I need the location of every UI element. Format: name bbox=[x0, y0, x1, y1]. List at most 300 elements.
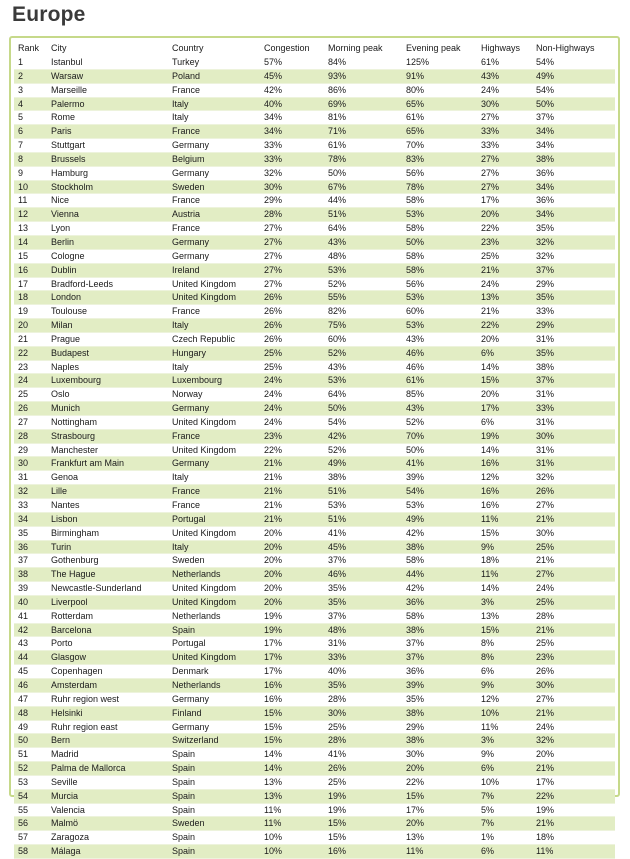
evening-peak-cell: 70% bbox=[402, 139, 477, 153]
non-highways-cell: 36% bbox=[532, 194, 615, 208]
morning-peak-cell: 25% bbox=[324, 720, 402, 734]
highways-cell: 12% bbox=[477, 471, 532, 485]
table-row bbox=[14, 499, 615, 513]
highways-cell: 11% bbox=[477, 568, 532, 582]
country-cell: Germany bbox=[168, 692, 260, 706]
congestion-cell: 45% bbox=[260, 69, 324, 83]
country-cell: Poland bbox=[168, 69, 260, 83]
table-row bbox=[14, 277, 615, 291]
rank-cell: 18 bbox=[14, 291, 47, 305]
rank-cell: 13 bbox=[14, 222, 47, 236]
country-cell: Luxembourg bbox=[168, 374, 260, 388]
city-cell: Hamburg bbox=[47, 166, 168, 180]
country-cell: Italy bbox=[168, 97, 260, 111]
morning-peak-cell: 61% bbox=[324, 139, 402, 153]
country-cell: Germany bbox=[168, 139, 260, 153]
highways-cell: 3% bbox=[477, 595, 532, 609]
morning-peak-cell: 53% bbox=[324, 499, 402, 513]
congestion-cell: 20% bbox=[260, 526, 324, 540]
non-highways-cell: 54% bbox=[532, 83, 615, 97]
country-cell: Turkey bbox=[168, 56, 260, 69]
country-cell: Germany bbox=[168, 235, 260, 249]
city-cell: Nantes bbox=[47, 499, 168, 513]
congestion-cell: 27% bbox=[260, 277, 324, 291]
non-highways-cell: 24% bbox=[532, 582, 615, 596]
city-cell: Manchester bbox=[47, 443, 168, 457]
table-row bbox=[14, 83, 615, 97]
table-row bbox=[14, 56, 615, 69]
congestion-cell: 20% bbox=[260, 554, 324, 568]
evening-peak-cell: 38% bbox=[402, 623, 477, 637]
rank-cell: 34 bbox=[14, 512, 47, 526]
evening-peak-cell: 30% bbox=[402, 748, 477, 762]
highways-cell: 27% bbox=[477, 152, 532, 166]
evening-peak-cell: 39% bbox=[402, 471, 477, 485]
country-cell: Austria bbox=[168, 208, 260, 222]
highways-cell: 3% bbox=[477, 734, 532, 748]
morning-peak-cell: 51% bbox=[324, 208, 402, 222]
table-row bbox=[14, 637, 615, 651]
evening-peak-cell: 20% bbox=[402, 817, 477, 831]
congestion-cell: 57% bbox=[260, 56, 324, 69]
city-cell: Warsaw bbox=[47, 69, 168, 83]
evening-peak-cell: 83% bbox=[402, 152, 477, 166]
rank-cell: 1 bbox=[14, 56, 47, 69]
evening-peak-cell: 54% bbox=[402, 485, 477, 499]
highways-cell: 8% bbox=[477, 637, 532, 651]
table-row bbox=[14, 125, 615, 139]
city-cell: Ruhr region west bbox=[47, 692, 168, 706]
table-row bbox=[14, 235, 615, 249]
evening-peak-cell: 11% bbox=[402, 845, 477, 859]
congestion-cell: 15% bbox=[260, 706, 324, 720]
country-cell: Germany bbox=[168, 249, 260, 263]
rank-cell: 12 bbox=[14, 208, 47, 222]
evening-peak-cell: 37% bbox=[402, 651, 477, 665]
rank-cell: 11 bbox=[14, 194, 47, 208]
morning-peak-cell: 28% bbox=[324, 734, 402, 748]
table-row bbox=[14, 554, 615, 568]
country-cell: France bbox=[168, 194, 260, 208]
country-cell: Ireland bbox=[168, 263, 260, 277]
column-header-highways: Highways bbox=[481, 43, 521, 53]
non-highways-cell: 21% bbox=[532, 512, 615, 526]
morning-peak-cell: 38% bbox=[324, 471, 402, 485]
congestion-cell: 34% bbox=[260, 125, 324, 139]
city-cell: Malmö bbox=[47, 817, 168, 831]
page-title: Europe bbox=[12, 3, 86, 26]
city-cell: Madrid bbox=[47, 748, 168, 762]
city-cell: Zaragoza bbox=[47, 831, 168, 845]
morning-peak-cell: 81% bbox=[324, 111, 402, 125]
non-highways-cell: 34% bbox=[532, 180, 615, 194]
city-cell: Murcia bbox=[47, 789, 168, 803]
rank-cell: 50 bbox=[14, 734, 47, 748]
congestion-cell: 30% bbox=[260, 180, 324, 194]
city-cell: Lyon bbox=[47, 222, 168, 236]
highways-cell: 11% bbox=[477, 720, 532, 734]
country-cell: Spain bbox=[168, 748, 260, 762]
highways-cell: 27% bbox=[477, 180, 532, 194]
city-cell: Nice bbox=[47, 194, 168, 208]
city-cell: Glasgow bbox=[47, 651, 168, 665]
rank-cell: 9 bbox=[14, 166, 47, 180]
country-cell: Spain bbox=[168, 775, 260, 789]
city-cell: Newcastle-Sunderland bbox=[47, 582, 168, 596]
congestion-cell: 24% bbox=[260, 415, 324, 429]
rank-cell: 44 bbox=[14, 651, 47, 665]
highways-cell: 22% bbox=[477, 319, 532, 333]
evening-peak-cell: 80% bbox=[402, 83, 477, 97]
morning-peak-cell: 64% bbox=[324, 222, 402, 236]
highways-cell: 20% bbox=[477, 332, 532, 346]
non-highways-cell: 36% bbox=[532, 166, 615, 180]
non-highways-cell: 35% bbox=[532, 346, 615, 360]
congestion-cell: 16% bbox=[260, 678, 324, 692]
morning-peak-cell: 28% bbox=[324, 692, 402, 706]
highways-cell: 17% bbox=[477, 194, 532, 208]
rank-cell: 49 bbox=[14, 720, 47, 734]
morning-peak-cell: 75% bbox=[324, 319, 402, 333]
country-cell: Spain bbox=[168, 845, 260, 859]
country-cell: Spain bbox=[168, 803, 260, 817]
rank-cell: 46 bbox=[14, 678, 47, 692]
country-cell: France bbox=[168, 499, 260, 513]
congestion-cell: 33% bbox=[260, 152, 324, 166]
country-cell: Italy bbox=[168, 540, 260, 554]
congestion-cell: 22% bbox=[260, 443, 324, 457]
non-highways-cell: 34% bbox=[532, 208, 615, 222]
rank-cell: 10 bbox=[14, 180, 47, 194]
highways-cell: 16% bbox=[477, 457, 532, 471]
non-highways-cell: 30% bbox=[532, 526, 615, 540]
congestion-cell: 42% bbox=[260, 83, 324, 97]
highways-cell: 27% bbox=[477, 166, 532, 180]
morning-peak-cell: 35% bbox=[324, 582, 402, 596]
table-row bbox=[14, 582, 615, 596]
non-highways-cell: 26% bbox=[532, 665, 615, 679]
non-highways-cell: 38% bbox=[532, 152, 615, 166]
highways-cell: 24% bbox=[477, 277, 532, 291]
table-row bbox=[14, 291, 615, 305]
highways-cell: 6% bbox=[477, 346, 532, 360]
non-highways-cell: 24% bbox=[532, 720, 615, 734]
non-highways-cell: 25% bbox=[532, 595, 615, 609]
non-highways-cell: 29% bbox=[532, 319, 615, 333]
city-cell: Milan bbox=[47, 319, 168, 333]
rank-cell: 51 bbox=[14, 748, 47, 762]
highways-cell: 7% bbox=[477, 789, 532, 803]
non-highways-cell: 30% bbox=[532, 678, 615, 692]
morning-peak-cell: 51% bbox=[324, 485, 402, 499]
rank-cell: 16 bbox=[14, 263, 47, 277]
table-row bbox=[14, 388, 615, 402]
highways-cell: 19% bbox=[477, 429, 532, 443]
highways-cell: 15% bbox=[477, 374, 532, 388]
rank-cell: 36 bbox=[14, 540, 47, 554]
non-highways-cell: 31% bbox=[532, 332, 615, 346]
city-cell: Rotterdam bbox=[47, 609, 168, 623]
city-cell: Prague bbox=[47, 332, 168, 346]
evening-peak-cell: 41% bbox=[402, 457, 477, 471]
non-highways-cell: 37% bbox=[532, 263, 615, 277]
non-highways-cell: 37% bbox=[532, 111, 615, 125]
rank-cell: 7 bbox=[14, 139, 47, 153]
city-cell: Turin bbox=[47, 540, 168, 554]
morning-peak-cell: 19% bbox=[324, 803, 402, 817]
rank-cell: 39 bbox=[14, 582, 47, 596]
congestion-cell: 24% bbox=[260, 402, 324, 416]
morning-peak-cell: 64% bbox=[324, 388, 402, 402]
country-cell: Norway bbox=[168, 388, 260, 402]
non-highways-cell: 50% bbox=[532, 97, 615, 111]
table-row bbox=[14, 748, 615, 762]
non-highways-cell: 21% bbox=[532, 762, 615, 776]
rank-cell: 17 bbox=[14, 277, 47, 291]
non-highways-cell: 28% bbox=[532, 609, 615, 623]
evening-peak-cell: 125% bbox=[402, 56, 477, 69]
congestion-cell: 27% bbox=[260, 263, 324, 277]
non-highways-cell: 21% bbox=[532, 706, 615, 720]
evening-peak-cell: 46% bbox=[402, 346, 477, 360]
country-cell: Spain bbox=[168, 623, 260, 637]
city-cell: Berlin bbox=[47, 235, 168, 249]
morning-peak-cell: 48% bbox=[324, 623, 402, 637]
table-row bbox=[14, 69, 615, 83]
column-header-rank: Rank bbox=[18, 43, 40, 53]
country-cell: United Kingdom bbox=[168, 443, 260, 457]
highways-cell: 20% bbox=[477, 208, 532, 222]
rank-cell: 6 bbox=[14, 125, 47, 139]
congestion-cell: 33% bbox=[260, 139, 324, 153]
rank-cell: 4 bbox=[14, 97, 47, 111]
city-cell: Luxembourg bbox=[47, 374, 168, 388]
highways-cell: 9% bbox=[477, 748, 532, 762]
highways-cell: 43% bbox=[477, 69, 532, 83]
congestion-cell: 15% bbox=[260, 734, 324, 748]
morning-peak-cell: 71% bbox=[324, 125, 402, 139]
congestion-cell: 13% bbox=[260, 775, 324, 789]
city-cell: Brussels bbox=[47, 152, 168, 166]
highways-cell: 23% bbox=[477, 235, 532, 249]
table-row bbox=[14, 568, 615, 582]
rank-cell: 5 bbox=[14, 111, 47, 125]
table-row bbox=[14, 415, 615, 429]
morning-peak-cell: 19% bbox=[324, 789, 402, 803]
non-highways-cell: 33% bbox=[532, 402, 615, 416]
evening-peak-cell: 56% bbox=[402, 277, 477, 291]
non-highways-cell: 26% bbox=[532, 485, 615, 499]
table-row bbox=[14, 319, 615, 333]
rank-cell: 29 bbox=[14, 443, 47, 457]
morning-peak-cell: 60% bbox=[324, 332, 402, 346]
country-cell: Spain bbox=[168, 831, 260, 845]
non-highways-cell: 31% bbox=[532, 415, 615, 429]
highways-cell: 24% bbox=[477, 83, 532, 97]
non-highways-cell: 11% bbox=[532, 845, 615, 859]
non-highways-cell: 22% bbox=[532, 789, 615, 803]
morning-peak-cell: 52% bbox=[324, 277, 402, 291]
congestion-cell: 14% bbox=[260, 762, 324, 776]
highways-cell: 33% bbox=[477, 125, 532, 139]
congestion-cell: 32% bbox=[260, 166, 324, 180]
rank-cell: 47 bbox=[14, 692, 47, 706]
evening-peak-cell: 36% bbox=[402, 595, 477, 609]
rank-cell: 42 bbox=[14, 623, 47, 637]
rank-cell: 26 bbox=[14, 402, 47, 416]
congestion-cell: 21% bbox=[260, 499, 324, 513]
congestion-cell: 16% bbox=[260, 692, 324, 706]
non-highways-cell: 20% bbox=[532, 748, 615, 762]
highways-cell: 14% bbox=[477, 360, 532, 374]
highways-cell: 21% bbox=[477, 263, 532, 277]
congestion-cell: 26% bbox=[260, 332, 324, 346]
non-highways-cell: 31% bbox=[532, 443, 615, 457]
morning-peak-cell: 15% bbox=[324, 817, 402, 831]
city-cell: Helsinki bbox=[47, 706, 168, 720]
column-header-congestion: Congestion bbox=[264, 43, 310, 53]
country-cell: Germany bbox=[168, 166, 260, 180]
morning-peak-cell: 86% bbox=[324, 83, 402, 97]
evening-peak-cell: 49% bbox=[402, 512, 477, 526]
rank-cell: 8 bbox=[14, 152, 47, 166]
evening-peak-cell: 65% bbox=[402, 125, 477, 139]
city-cell: Copenhagen bbox=[47, 665, 168, 679]
morning-peak-cell: 15% bbox=[324, 831, 402, 845]
morning-peak-cell: 40% bbox=[324, 665, 402, 679]
city-cell: Genoa bbox=[47, 471, 168, 485]
congestion-cell: 27% bbox=[260, 235, 324, 249]
evening-peak-cell: 58% bbox=[402, 554, 477, 568]
evening-peak-cell: 58% bbox=[402, 263, 477, 277]
table-row bbox=[14, 595, 615, 609]
table-row bbox=[14, 485, 615, 499]
country-cell: Czech Republic bbox=[168, 332, 260, 346]
highways-cell: 16% bbox=[477, 499, 532, 513]
congestion-cell: 24% bbox=[260, 388, 324, 402]
congestion-cell: 10% bbox=[260, 831, 324, 845]
non-highways-cell: 23% bbox=[532, 651, 615, 665]
table-row bbox=[14, 845, 615, 859]
rank-cell: 48 bbox=[14, 706, 47, 720]
country-cell: United Kingdom bbox=[168, 415, 260, 429]
column-header-non-highways: Non-Highways bbox=[536, 43, 595, 53]
rank-cell: 3 bbox=[14, 83, 47, 97]
rank-cell: 32 bbox=[14, 485, 47, 499]
rank-cell: 27 bbox=[14, 415, 47, 429]
rank-cell: 52 bbox=[14, 762, 47, 776]
table-header-row bbox=[14, 41, 615, 56]
evening-peak-cell: 17% bbox=[402, 803, 477, 817]
non-highways-cell: 31% bbox=[532, 388, 615, 402]
table-row bbox=[14, 678, 615, 692]
city-cell: Strasbourg bbox=[47, 429, 168, 443]
highways-cell: 6% bbox=[477, 762, 532, 776]
rank-cell: 23 bbox=[14, 360, 47, 374]
city-cell: Marseille bbox=[47, 83, 168, 97]
non-highways-cell: 32% bbox=[532, 471, 615, 485]
city-cell: Budapest bbox=[47, 346, 168, 360]
congestion-cell: 10% bbox=[260, 845, 324, 859]
country-cell: France bbox=[168, 125, 260, 139]
morning-peak-cell: 53% bbox=[324, 374, 402, 388]
table-row bbox=[14, 305, 615, 319]
country-cell: France bbox=[168, 485, 260, 499]
country-cell: Belgium bbox=[168, 152, 260, 166]
non-highways-cell: 21% bbox=[532, 817, 615, 831]
table-row bbox=[14, 222, 615, 236]
evening-peak-cell: 60% bbox=[402, 305, 477, 319]
evening-peak-cell: 85% bbox=[402, 388, 477, 402]
evening-peak-cell: 53% bbox=[402, 499, 477, 513]
city-cell: Bern bbox=[47, 734, 168, 748]
city-cell: Valencia bbox=[47, 803, 168, 817]
city-cell: Vienna bbox=[47, 208, 168, 222]
country-cell: Netherlands bbox=[168, 609, 260, 623]
rank-cell: 40 bbox=[14, 595, 47, 609]
rank-cell: 28 bbox=[14, 429, 47, 443]
table-row bbox=[14, 706, 615, 720]
country-cell: Portugal bbox=[168, 512, 260, 526]
congestion-cell: 27% bbox=[260, 249, 324, 263]
table-row bbox=[14, 97, 615, 111]
city-cell: Oslo bbox=[47, 388, 168, 402]
country-cell: Germany bbox=[168, 402, 260, 416]
country-cell: Sweden bbox=[168, 554, 260, 568]
evening-peak-cell: 50% bbox=[402, 443, 477, 457]
highways-cell: 33% bbox=[477, 139, 532, 153]
highways-cell: 6% bbox=[477, 415, 532, 429]
table-row bbox=[14, 471, 615, 485]
non-highways-cell: 27% bbox=[532, 692, 615, 706]
column-header-evening-peak: Evening peak bbox=[406, 43, 461, 53]
evening-peak-cell: 29% bbox=[402, 720, 477, 734]
highways-cell: 13% bbox=[477, 291, 532, 305]
congestion-cell: 11% bbox=[260, 817, 324, 831]
morning-peak-cell: 43% bbox=[324, 360, 402, 374]
table-body bbox=[14, 56, 615, 858]
rank-cell: 41 bbox=[14, 609, 47, 623]
non-highways-cell: 32% bbox=[532, 734, 615, 748]
evening-peak-cell: 44% bbox=[402, 568, 477, 582]
non-highways-cell: 30% bbox=[532, 429, 615, 443]
table-row bbox=[14, 775, 615, 789]
rank-cell: 56 bbox=[14, 817, 47, 831]
evening-peak-cell: 61% bbox=[402, 374, 477, 388]
rank-cell: 24 bbox=[14, 374, 47, 388]
morning-peak-cell: 84% bbox=[324, 56, 402, 69]
city-cell: Bradford-Leeds bbox=[47, 277, 168, 291]
highways-cell: 14% bbox=[477, 443, 532, 457]
country-cell: France bbox=[168, 305, 260, 319]
congestion-cell: 29% bbox=[260, 194, 324, 208]
highways-cell: 5% bbox=[477, 803, 532, 817]
congestion-cell: 23% bbox=[260, 429, 324, 443]
non-highways-cell: 35% bbox=[532, 222, 615, 236]
highways-cell: 8% bbox=[477, 651, 532, 665]
rank-cell: 21 bbox=[14, 332, 47, 346]
morning-peak-cell: 69% bbox=[324, 97, 402, 111]
non-highways-cell: 49% bbox=[532, 69, 615, 83]
highways-cell: 18% bbox=[477, 554, 532, 568]
city-cell: Barcelona bbox=[47, 623, 168, 637]
congestion-cell: 17% bbox=[260, 665, 324, 679]
morning-peak-cell: 78% bbox=[324, 152, 402, 166]
highways-cell: 7% bbox=[477, 817, 532, 831]
congestion-cell: 21% bbox=[260, 512, 324, 526]
table-row bbox=[14, 152, 615, 166]
table-row bbox=[14, 457, 615, 471]
